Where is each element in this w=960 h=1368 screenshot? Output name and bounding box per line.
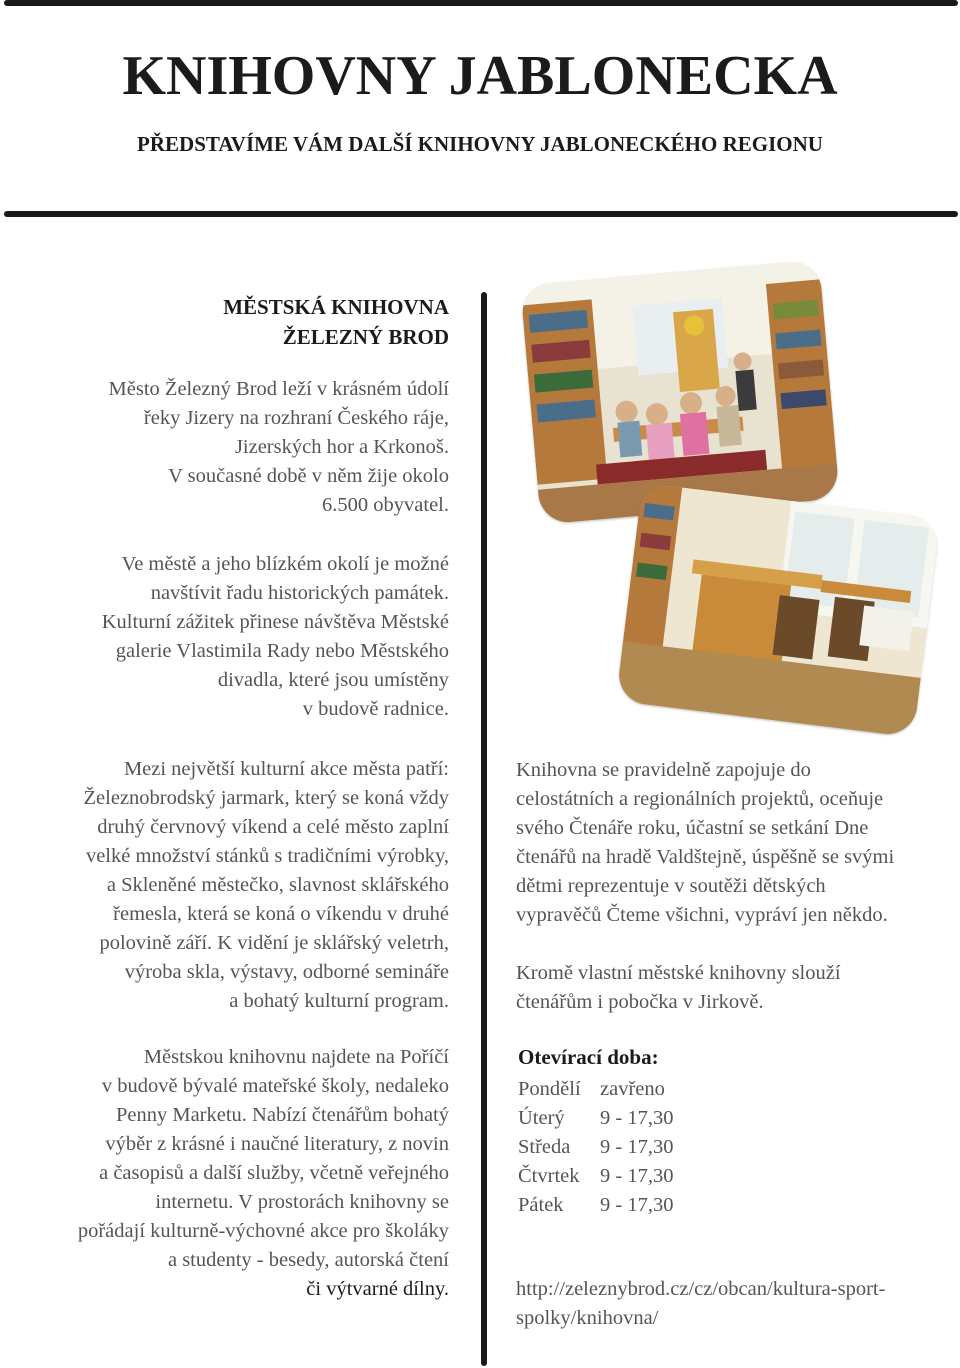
page-title: KNIHOVNY JABLONECKA — [122, 45, 838, 107]
text-line: a časopisů a další služby, včetně veřejného — [99, 1162, 449, 1184]
hours-day: Pondělí — [518, 1078, 581, 1100]
text-line: polovině září. K vidění je sklářský veletrh, — [99, 932, 449, 954]
text-line: navštívit řadu historických památek. — [150, 582, 449, 604]
text-line: celostátních a regionálních projektů, oceňuje — [516, 788, 884, 810]
text-line: dětmi reprezentuje v soutěži dětských — [516, 875, 826, 897]
text-line: Městskou knihovnu najdete na Poříčí — [143, 1046, 449, 1068]
hours-row — [518, 1104, 673, 1133]
intro-paragraph — [109, 375, 449, 520]
text-line: a Skleněné městečko, slavnost sklářského — [106, 874, 449, 896]
branch-paragraph — [516, 959, 841, 1017]
library-reading-room-photo — [520, 259, 840, 524]
library-title-line1: MĚSTSKÁ KNIHOVNA — [223, 295, 449, 319]
hours-time: 9 - 17,30 — [600, 1194, 674, 1216]
opening-hours-table — [518, 1075, 673, 1220]
text-line: a studenty - besedy, autorská čtení — [167, 1249, 449, 1271]
events-paragraph — [84, 755, 449, 1016]
hours-row — [518, 1162, 673, 1191]
text-line: 6.500 obyvatel. — [322, 494, 449, 516]
text-line: divadla, které jsou umístěny — [217, 669, 449, 691]
text-line: Knihovna se pravidelně zapojuje do — [516, 759, 811, 781]
text-line: v budově radnice. — [302, 698, 449, 720]
text-line: řemesla, která se koná o víkendu v druhé — [113, 903, 449, 925]
hours-row — [518, 1191, 673, 1220]
text-line: galerie Vlastimila Rady nebo Městského — [115, 640, 449, 662]
text-line: čtenářů na hradě Valdštejně, úspěšně se svými — [516, 846, 895, 868]
library-title — [223, 292, 449, 352]
library-url — [516, 1275, 956, 1333]
text-line: Penny Marketu. Nabízí čtenářům bohatý — [115, 1104, 449, 1126]
text-line: svého Čtenáře roku, účastní se setkání Dne — [516, 817, 869, 839]
hours-time: 9 - 17,30 — [600, 1107, 674, 1129]
activities-paragraph — [516, 756, 894, 930]
hours-time: 9 - 17,30 — [600, 1136, 674, 1158]
text-line: Ve městě a jeho blízkém okolí je možné — [121, 553, 449, 575]
text-line: výroba skla, výstavy, odborné semináře — [124, 961, 449, 983]
text-line: řeky Jizery na rozhraní Českého ráje, — [143, 407, 449, 429]
text-line: internetu. V prostorách knihovny se — [155, 1191, 449, 1213]
hours-day: Čtvrtek — [518, 1165, 580, 1187]
library-study-desk-photo — [616, 483, 941, 738]
top-rule — [4, 0, 958, 6]
text-line: vypravěčů Čteme všichni, vypráví jen někdo. — [516, 904, 888, 926]
text-line: velké množství stánků s tradičními výrobky, — [85, 845, 449, 867]
text-line: V současné době v něm žije okolo — [168, 465, 449, 487]
hours-day: Středa — [518, 1136, 571, 1158]
text-line: Mezi největší kulturní akce města patří: — [123, 758, 449, 780]
text-line: pořádají kulturně-výchovné akce pro školáky — [77, 1220, 449, 1242]
text-line: druhý červnový víkend a celé město zaplní — [97, 816, 449, 838]
text-line: Železnobrodský jarmark, který se koná vždy — [83, 787, 449, 809]
text-line: výběr z krásné i naučné literatury, z novin — [105, 1133, 449, 1155]
location-paragraph — [78, 1043, 449, 1304]
column-divider — [481, 292, 487, 1366]
text-line: Jizerských hor a Krkonoš. — [234, 436, 449, 458]
monuments-paragraph — [102, 550, 449, 724]
url-line: spolky/knihovna/ — [516, 1307, 659, 1329]
hours-day: Úterý — [518, 1107, 565, 1129]
library-title-line2: ŽELEZNÝ BROD — [282, 325, 449, 349]
page-subtitle: PŘEDSTAVÍME VÁM DALŠÍ KNIHOVNY JABLONECKÉHO REGIONU — [137, 132, 823, 156]
hours-day: Pátek — [518, 1194, 564, 1216]
hours-time: zavřeno — [600, 1078, 665, 1100]
text-line: Kromě vlastní městské knihovny slouží — [516, 962, 841, 984]
url-line: http://zeleznybrod.cz/cz/obcan/kultura-sport- — [516, 1278, 886, 1300]
text-line: a bohatý kulturní program. — [229, 990, 449, 1012]
hours-row — [518, 1075, 673, 1104]
hours-row — [518, 1133, 673, 1162]
header-rule — [4, 211, 958, 217]
text-line: Město Železný Brod leží v krásném údolí — [108, 378, 449, 400]
text-line: či výtvarné dílny. — [306, 1278, 449, 1300]
text-line: čtenářům i pobočka v Jirkově. — [516, 991, 764, 1013]
opening-hours-title: Otevírací doba: — [518, 1045, 659, 1069]
text-line: v budově bývalé mateřské školy, nedaleko — [101, 1075, 449, 1097]
hours-time: 9 - 17,30 — [600, 1165, 674, 1187]
text-line: Kulturní zážitek přinese návštěva Městské — [101, 611, 449, 633]
